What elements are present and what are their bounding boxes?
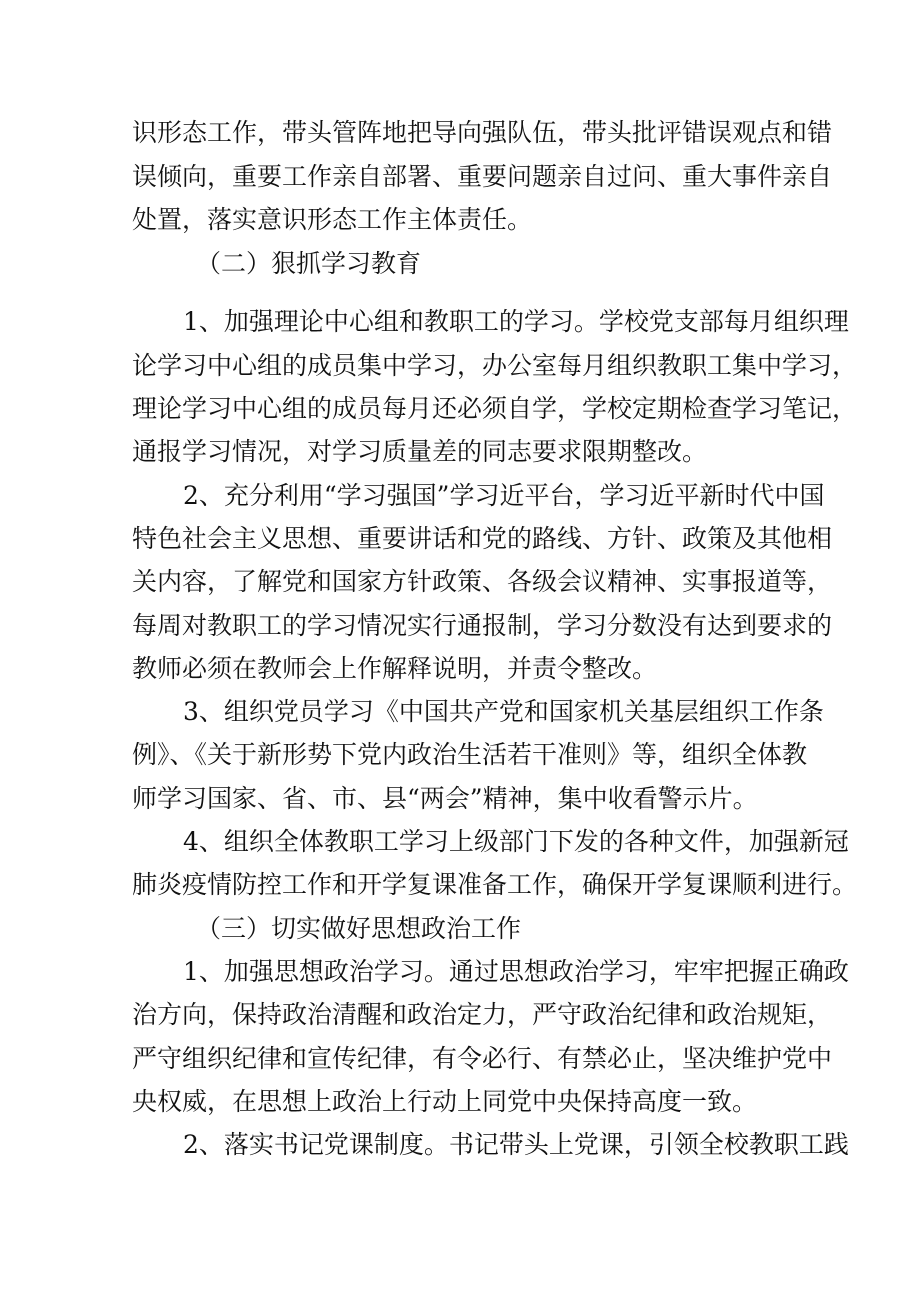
body-line (0, 113, 920, 153)
body-line (0, 1082, 920, 1122)
line-text: 关内容，了解党和国家方针政策、各级会议精神、实事报道等， (132, 567, 833, 596)
line-text: 肺炎疫情防控工作和开学复课准备工作，确保开学复课顺利进行。 (132, 870, 858, 899)
paragraph-start-line (0, 476, 920, 516)
line-text: 治方向，保持政治清醒和政治定力，严守政治纪律和政治规矩， (132, 1000, 833, 1029)
body-line (0, 865, 920, 905)
line-text: 特色社会主义思想、重要讲话和党的路线、方针、政策及其他相 (132, 524, 833, 553)
body-line (0, 606, 920, 646)
body-line (0, 346, 920, 386)
body-line (0, 157, 920, 197)
body-line (0, 562, 920, 602)
line-text: 误倾向，重要工作亲自部署、重要问题亲自过问、重大事件亲自 (132, 162, 833, 191)
line-text: 4、组织全体教职工学习上级部门下发的各种文件，加强新冠 (183, 827, 849, 856)
line-text: 3、组织党员学习《中国共产党和国家机关基层组织工作条 (183, 697, 824, 726)
paragraph-start-line (0, 1125, 920, 1165)
heading-text: （三）切实做好思想政治工作 (196, 914, 522, 943)
line-text: 每周对教职工的学习情况实行通报制，学习分数没有达到要求的 (132, 611, 833, 640)
body-line (0, 519, 920, 559)
line-text: 教师必须在教师会上作解释说明，并责令整改。 (132, 654, 658, 683)
paragraph-start-line (0, 692, 920, 732)
body-line (0, 779, 920, 819)
line-text: 央权威，在思想上政治上行动上同党中央保持高度一致。 (132, 1087, 758, 1116)
line-text: 2、充分利用“学习强国”学习近平台，学习近平新时代中国 (183, 481, 825, 510)
line-text: 1、加强理论中心组和教职工的学习。学校党支部每月组织理 (183, 307, 849, 336)
line-text: 通报学习情况，对学习质量差的同志要求限期整改。 (132, 437, 708, 466)
body-line (0, 735, 920, 775)
paragraph-start-line (0, 302, 920, 342)
body-line (0, 1039, 920, 1079)
line-text: 处置，落实意识形态工作主体责任。 (132, 205, 533, 234)
body-line (0, 995, 920, 1035)
line-text: 师学习国家、省、市、县“两会”精神，集中收看警示片。 (132, 784, 758, 813)
body-line (0, 389, 920, 429)
line-text: 2、落实书记党课制度。书记带头上党课，引领全校教职工践 (183, 1130, 849, 1159)
line-text: 严守组织纪律和宣传纪律，有令必行、有禁必止，坚决维护党中 (132, 1044, 833, 1073)
body-line (0, 649, 920, 689)
heading-text: （二）狠抓学习教育 (196, 249, 422, 278)
section-heading-2 (0, 244, 920, 284)
paragraph-start-line (0, 822, 920, 862)
line-text: 1、加强思想政治学习。通过思想政治学习，牢牢把握正确政 (183, 957, 849, 986)
paragraph-start-line (0, 952, 920, 992)
line-text: 论学习中心组的成员集中学习，办公室每月组织教职工集中学习， (132, 351, 858, 380)
section-heading-3 (0, 909, 920, 949)
line-text: 理论学习中心组的成员每月还必须自学，学校定期检查学习笔记， (132, 394, 858, 423)
line-text: 例》、《关于新形势下党内政治生活若干准则》等，组织全体教 (132, 740, 808, 769)
body-line (0, 432, 920, 472)
body-line (0, 200, 920, 240)
line-text: 识形态工作，带头管阵地把导向强队伍，带头批评错误观点和错 (132, 118, 833, 147)
